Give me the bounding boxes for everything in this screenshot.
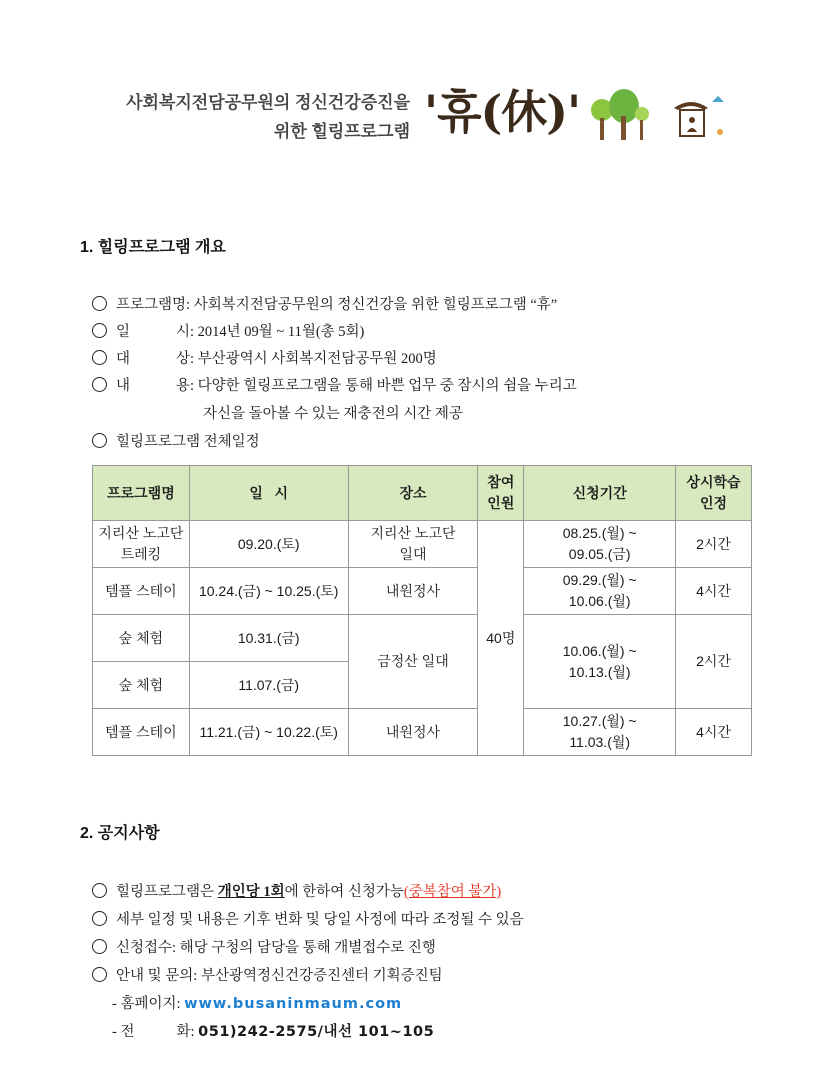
cell-place: 내원정사	[348, 568, 478, 615]
schedule-table	[92, 465, 752, 756]
notice-item-contact: 안내 및 문의: 부산광역정신건강증진센터 기획증진팀	[92, 964, 443, 985]
overview-value: 부산광역시 사회복지전담공무원 200명	[197, 351, 437, 367]
homepage-label: - 홈페이지:	[112, 996, 185, 1012]
cell-credit: 2시간	[676, 615, 752, 709]
table-header-row	[93, 466, 752, 521]
circle-bullet-icon	[92, 296, 107, 311]
cell-credit: 2시간	[676, 521, 752, 568]
cell-date: 10.24.(금) ~ 10.25.(토)	[189, 568, 348, 615]
notice-item-once-per-person: 힐링프로그램은 개인당 1회에 한하여 신청가능(중복참여 불가)	[92, 880, 501, 901]
notice-item-registration: 신청접수: 해당 구청의 담당을 통해 개별접수로 진행	[92, 936, 436, 957]
phone-number: 051)242-2575/내선 101~105	[198, 1024, 435, 1040]
circle-bullet-icon	[92, 323, 107, 338]
cell-credit: 4시간	[676, 568, 752, 615]
phone-label-b: 화:	[176, 1024, 199, 1040]
temple-icon	[674, 96, 724, 136]
overview-item-content-continued: 자신을 돌아볼 수 있는 재충전의 시간 제공	[203, 406, 463, 422]
cell-apply-period: 10.06.(월) ~ 10.13.(월)	[524, 615, 676, 709]
overview-item-content	[92, 374, 577, 395]
overview-label-a: 일	[116, 324, 131, 340]
cell-program: 숲 체험	[93, 615, 190, 662]
section-1-title: 1. 힐링프로그램 개요	[80, 239, 226, 256]
table-header-program: 프로그램명	[93, 466, 190, 521]
cell-apply-period: 09.29.(월) ~ 10.06.(월)	[524, 568, 676, 615]
cell-place: 금정산 일대	[348, 615, 478, 709]
cell-credit: 4시간	[676, 709, 752, 756]
circle-bullet-icon	[92, 350, 107, 365]
cell-program: 템플 스테이	[93, 709, 190, 756]
table-header-apply-period: 신청기간	[524, 466, 676, 521]
tree-icon	[609, 89, 639, 140]
circle-bullet-icon	[92, 967, 107, 982]
cell-program: 숲 체험	[93, 662, 190, 709]
overview-value: 사회복지전담공무원의 정신건강을 위한 힐링프로그램 “휴”	[193, 297, 558, 313]
cell-place: 지리산 노고단 일대	[348, 521, 478, 568]
table-row	[93, 521, 752, 568]
overview-label: 힐링프로그램 전체일정	[116, 434, 260, 450]
notice-warning: (중복참여 불가)	[403, 884, 502, 900]
cell-participants: 40명	[478, 521, 524, 756]
table-header-participants: 참여 인원	[478, 466, 524, 521]
overview-label-b: 용:	[175, 378, 194, 394]
cell-apply-period: 08.25.(월) ~ 09.05.(금)	[524, 521, 676, 568]
cell-program: 지리산 노고단 트레킹	[93, 521, 190, 568]
table-row	[93, 568, 752, 615]
header-subtitle	[126, 88, 410, 146]
table-header-credit: 상시학습 인정	[676, 466, 752, 521]
tree-icon	[635, 107, 649, 140]
homepage-line	[112, 992, 402, 1013]
phone-label-a: - 전	[112, 1024, 135, 1040]
header-line-2: 위한 힐링프로그램	[273, 122, 410, 141]
circle-bullet-icon	[92, 433, 107, 448]
circle-bullet-icon	[92, 939, 107, 954]
cell-apply-period: 10.27.(월) ~ 11.03.(월)	[524, 709, 676, 756]
overview-label-a: 내	[116, 378, 131, 394]
overview-value: 다양한 힐링프로그램을 통해 바쁜 업무 중 잠시의 쉼을 누리고	[197, 378, 577, 394]
overview-label-b: 시:	[175, 324, 194, 340]
section-2-title: 2. 공지사항	[80, 825, 160, 842]
overview-item-program-name	[92, 293, 557, 314]
cell-program: 템플 스테이	[93, 568, 190, 615]
cell-date: 09.20.(토)	[189, 521, 348, 568]
table-header-date: 일 시	[189, 466, 348, 521]
phone-line	[112, 1020, 434, 1041]
overview-label-a: 대	[116, 351, 131, 367]
table-row	[93, 615, 752, 662]
header-line-1: 사회복지전담공무원의 정신건강증진을	[126, 93, 410, 112]
table-header-place: 장소	[348, 466, 478, 521]
cell-date: 11.21.(금) ~ 10.22.(토)	[189, 709, 348, 756]
circle-bullet-icon	[92, 883, 107, 898]
header-big-title: '휴(休)'	[424, 85, 581, 139]
overview-label: 프로그램명:	[116, 297, 191, 313]
cell-date: 11.07.(금)	[189, 662, 348, 709]
trees-and-temple-illustration	[588, 88, 733, 148]
overview-value: 2014년 09월 ~ 11월(총 5회)	[197, 324, 365, 340]
cell-date: 10.31.(금)	[189, 615, 348, 662]
homepage-link[interactable]: www.busaninmaum.com	[184, 996, 403, 1012]
table-row	[93, 709, 752, 756]
overview-item-date	[92, 320, 364, 341]
overview-item-schedule	[92, 430, 260, 451]
notice-emphasis: 개인당 1회	[217, 884, 285, 900]
circle-bullet-icon	[92, 911, 107, 926]
circle-bullet-icon	[92, 377, 107, 392]
notice-item-schedule-change: 세부 일정 및 내용은 기후 변화 및 당일 사정에 따라 조정될 수 있음	[92, 908, 524, 929]
cell-place: 내원정사	[348, 709, 478, 756]
overview-label-b: 상:	[175, 351, 194, 367]
overview-item-target	[92, 347, 437, 368]
